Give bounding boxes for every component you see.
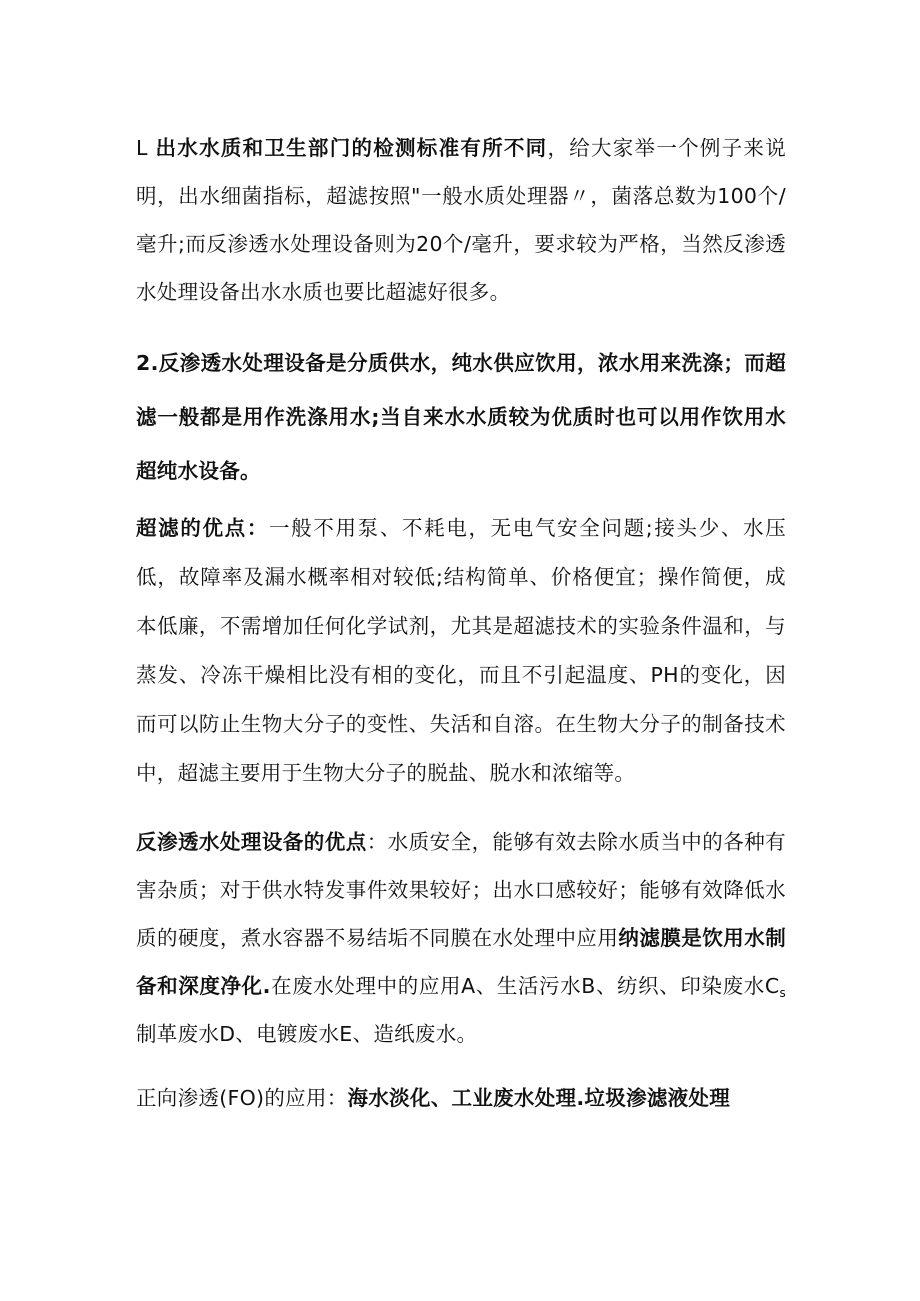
paragraph-4 xyxy=(136,818,786,1058)
paragraph-2 xyxy=(136,336,786,498)
paragraph-3-text: 一般不用泵、不耗电，无电气安全问题;接头少、水压低，故障率及漏水概率相对较低;结构简单、价格便宜；操作简便，成本低廉，不需增加任何化学试剂，尤其是超滤技术的实验条件温和，与蒸发、冷冻干燥相比没有相的变化，而且不引起温度、PH的变化，因而可以防止生物大分子的变性、失活和自溶。在生物大分子的制备技术中，超滤主要用于生物大分子的脱盐、脱水和浓缩等。 xyxy=(136,516,786,785)
paragraph-5-bold: 海水淡化、工业废水处理.垃圾渗滤液处理 xyxy=(347,1086,731,1110)
paragraph-4-heading: 反渗透水处理设备的优点 xyxy=(136,830,367,854)
paragraph-1-lead: L xyxy=(136,136,156,160)
paragraph-4-text-3: 制革废水D、电镀废水E、造纸废水。 xyxy=(136,1022,478,1046)
paragraph-5 xyxy=(136,1078,786,1118)
paragraph-4-bold-2: 纳滤膜是饮用水制备和深度净化. xyxy=(136,926,787,998)
paragraph-4-text-2: 在废水处理中的应用A、生活污水B、纺织、印染废水C xyxy=(270,974,780,998)
paragraph-1-bold: 出水水质和卫生部门的检测标准有所不同 xyxy=(155,136,548,160)
paragraph-2-text: 2.反渗透水处理设备是分质供水，纯水供应饮用，浓水用来洗涤；而超滤一般都是用作洗涤用水;当自来水水质较为优质时也可以用作饮用水超纯水设备。 xyxy=(136,351,786,483)
paragraph-3-heading: 超滤的优点： xyxy=(136,516,269,540)
paragraph-4-text-1: ：水质安全，能够有效去除水质当中的各种有害杂质；对于供水特发事件效果较好；出水口感较好；能够有效降低水质的硬度，煮水容器不易结垢不同膜在水处理中应用 xyxy=(136,830,786,950)
paragraph-1 xyxy=(136,124,786,316)
paragraph-5-text: 正向渗透(FO)的应用： xyxy=(136,1086,348,1110)
paragraph-3 xyxy=(136,504,786,798)
paragraph-1-text: ，给大家举一个例子来说明，出水细菌指标，超滤按照"一般水质处理器〃，菌落总数为100个/毫升;而反渗透水处理设备则为20个/毫升，要求较为严格，当然反渗透水处理设备出水水质也要比超滤好很多。 xyxy=(136,136,786,304)
paragraph-4-subscript: s xyxy=(779,986,787,1000)
